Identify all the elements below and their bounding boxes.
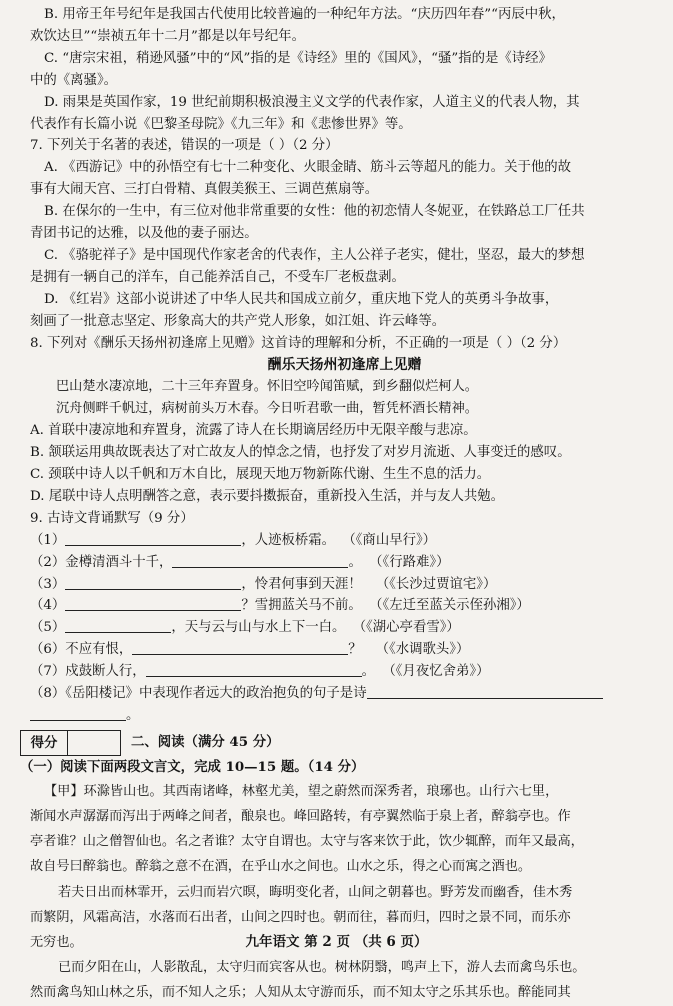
question-stem: 7. 下列关于名著的表述，错误的一项是（ ）（2 分）: [30, 138, 339, 154]
answer-blank[interactable]: [172, 553, 348, 568]
item-text: 。: [361, 664, 376, 680]
item-source: （《长沙过贾谊宅》）: [375, 576, 497, 592]
subsection-title: （一）阅读下面两段文言文，完成 10—15 题。（14 分）: [20, 758, 365, 775]
question-7: [30, 135, 659, 332]
score-label: 得分: [21, 731, 68, 755]
item-prefix: （3）: [30, 576, 66, 592]
fill-item: [30, 530, 659, 552]
passage-line: 若夫日出而林霏开，云归而岩穴暝，晦明变化者，山间之朝暮也。野芳发而幽香，佳木秀: [58, 884, 573, 900]
item-text: ？雪拥蓝关马不前。: [241, 598, 362, 614]
question-stem: 9. 古诗文背诵默写（9 分）: [30, 510, 194, 526]
item-source: （《月夜忆舍弟》）: [389, 664, 490, 680]
passage-line: 而繁阴，风霜高洁，水落而石出者，山间之四时也。朝而往，暮而归，四时之景不同，而乐亦: [30, 909, 571, 925]
item-prefix: （7）戍鼓断人行，: [30, 664, 146, 680]
text-line: 欢饮达旦”“崇祯五年十二月”都是以年号纪年。: [30, 28, 305, 44]
item-source: （《湖心亭看雪》）: [359, 620, 460, 636]
item-text: ，人迹板桥霜。: [241, 532, 336, 548]
text-line: B. 用帝王年号纪年是我国古代使用比较普遍的一种纪年方法。“庆历四年春”“丙辰中秋，: [44, 7, 565, 22]
answer-blank[interactable]: [65, 596, 241, 611]
item-source: （《左迁至蓝关示侄孙湘》）: [375, 598, 530, 614]
option-line: 事有大闹天宫、三打白骨精、真假美猴王、三调芭蕉扇等。: [30, 182, 379, 198]
answer-blank[interactable]: [65, 575, 241, 590]
answer-blank[interactable]: [132, 640, 348, 655]
option-line: D. 尾联中诗人点明酬答之意，表示要抖擞振奋，重新投入生活，并与友人共勉。: [30, 488, 505, 504]
fill-item: [30, 552, 659, 574]
answer-blank[interactable]: [367, 684, 603, 699]
fill-item-continued: [30, 705, 659, 727]
question-9: [30, 508, 659, 727]
item-source: （《行路难》）: [375, 554, 450, 570]
option-line: D. 《红岩》这部小说讲述了中华人民共和国成立前夕，重庆地下党人的英勇斗争故事，: [44, 291, 559, 307]
fill-item: [30, 639, 659, 661]
passage-line: 故自号曰醉翁也。醉翁之意不在酒，在乎山水之间也。山水之乐，得之心而寓之酒也。: [30, 859, 532, 875]
option-line: C. 颈联中诗人以千帆和万木自比，展现天地万物新陈代谢、生生不息的活力。: [30, 467, 491, 483]
classical-passage: [30, 779, 659, 1006]
question-stem: 8. 下列对《酬乐天扬州初逢席上见赠》这首诗的理解和分析，不正确的一项是（ ）（2 分）: [30, 335, 567, 351]
poem-line: 沉舟侧畔千帆过，病树前头万木春。今日听君歌一曲，暂凭杯酒长精神。: [56, 401, 478, 417]
text-line: D. 雨果是英国作家，19 世纪前期积极浪漫主义文学的代表作家，人道主义的代表人物，其: [44, 94, 580, 110]
section-title: 二、阅读（满分 45 分）: [131, 733, 280, 750]
passage-line: 【甲】环滁皆山也。其西南诸峰，林壑尤美，望之蔚然而深秀者，琅琊也。山行六七里，: [44, 783, 559, 799]
option-line: A. 《西游记》中的孙悟空有七十二种变化、火眼金睛、筋斗云等超凡的能力。关于他的故: [44, 160, 572, 176]
item-prefix: （2）金樽清酒斗十千，: [30, 554, 173, 570]
passage-line: 无穷也。: [30, 935, 83, 951]
option-line: 是拥有一辆自己的洋车，自己能养活自己，不受车厂老板盘剥。: [30, 269, 405, 285]
option-line: A. 首联中凄凉地和弃置身，流露了诗人在长期谪居经历中无限辛酸与悲凉。: [30, 423, 477, 439]
fill-item: [30, 617, 659, 639]
text-line: C. “唐宗宋祖，稍逊风骚”中的“风”指的是《诗经》里的《国风》，“骚”指的是《诗经》: [44, 50, 552, 66]
score-cell[interactable]: [68, 731, 120, 755]
poem-title: 酬乐天扬州初逢席上见赠: [267, 356, 422, 373]
q6-options-continued: [30, 4, 659, 135]
option-line: B. 颔联运用典故既表达了对亡故友人的悼念之情，也抒发了对岁月流逝、人事变迁的感叹。: [30, 445, 571, 461]
passage-line: 然而禽鸟知山林之乐，而不知人之乐；人知从太守游而乐，而不知太守之乐其乐也。醉能同其: [30, 985, 571, 1001]
answer-blank[interactable]: [146, 662, 362, 677]
poem-line: 巴山楚水凄凉地，二十三年弃置身。怀旧空吟闻笛赋，到乡翻似烂柯人。: [56, 379, 478, 395]
item-prefix: （6）不应有恨，: [30, 642, 133, 658]
item-text: ，怜君何事到天涯！: [241, 576, 362, 592]
text-line: 代表作有长篇小说《巴黎圣母院》《九三年》和《悲惨世界》等。: [30, 116, 412, 132]
option-line: 刻画了一批意志坚定、形象高大的共产党人形象，如江姐、许云峰等。: [30, 313, 446, 329]
option-line: B. 在保尔的一生中，有三位对他非常重要的女性：他的初恋情人冬妮亚，在铁路总工厂任共: [44, 204, 585, 220]
passage-line: 已而夕阳在山，人影散乱，太守归而宾客从也。树林阴翳，鸣声上下，游人去而禽鸟乐也。: [58, 960, 586, 976]
item-source: （《商山早行》）: [349, 532, 437, 548]
item-prefix: （1）: [30, 532, 66, 548]
question-8: [30, 333, 659, 508]
item-prefix: （4）: [30, 598, 66, 614]
item-source: （《水调歌头》）: [375, 642, 470, 658]
item-text: 。: [348, 554, 362, 570]
fill-item: [30, 661, 659, 683]
fill-item: [30, 683, 659, 705]
item-text: ？: [348, 642, 362, 658]
text-line: 中的《离骚》。: [30, 72, 118, 88]
option-line: C. 《骆驼祥子》是中国现代作家老舍的代表作，主人公祥子老实，健壮，坚忍，最大的梦想: [44, 247, 585, 263]
passage-line: 亭者谁？山之僧智仙也。名之者谁？太守自谓也。太守与客来饮于此，饮少辄醉，而年又最高，: [30, 834, 584, 850]
item-prefix: （5）: [30, 620, 66, 636]
score-box: [20, 730, 121, 756]
fill-item: [30, 595, 659, 617]
passage-line: 渐闻水声潺潺而泻出于两峰之间者，酿泉也。峰回路转，有亭翼然临于泉上者，醉翁亭也。作: [30, 809, 571, 825]
fill-item: [30, 574, 659, 596]
answer-blank[interactable]: [65, 531, 241, 546]
answer-blank[interactable]: [65, 618, 171, 633]
option-line: 青团书记的达雅，以及他的妻子丽达。: [30, 226, 258, 242]
answer-blank[interactable]: [30, 706, 126, 721]
item-text: ，天与云与山与水上下一白。: [171, 620, 346, 636]
page-footer: 九年语文 第 2 页 （共 6 页）: [245, 934, 428, 951]
section-2-header: [20, 730, 659, 756]
item-text: 。: [126, 708, 140, 723]
item-text: （8）《岳阳楼记》中表现作者远大的政治抱负的句子是诗: [30, 686, 367, 702]
